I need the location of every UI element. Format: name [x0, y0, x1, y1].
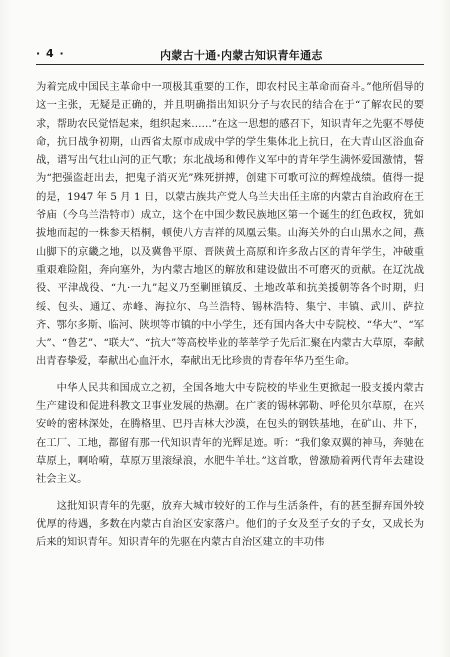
page-number: · 4 ·	[36, 47, 65, 60]
body-text	[36, 78, 424, 551]
page-header	[36, 46, 424, 66]
paragraph-3: 这批知识青年的先驱，放弃大城市较好的工作与生活条件，有的甚至摒弃国外较优厚的待遇，多数在内蒙古自治区安家落户。他们的子女及至子女的子女，又成长为后来的知识青年。知识青年的先驱在内蒙古自治区建立的丰功伟	[36, 499, 424, 549]
header-rule	[36, 64, 424, 65]
running-head: 内蒙古十通·内蒙古知识青年通志	[160, 49, 323, 62]
paragraph-2: 中华人民共和国成立之初，全国各地大中专院校的毕业生更掀起一股支援内蒙古生产建设和促进科教文卫事业发展的热潮。在广袤的锡林郭勒、呼伦贝尔草原，在兴安岭的密林深处，在腾格里、巴丹吉林大沙漠，在包头的钢铁基地，在矿山、井下，在工厂、工地，都留有那一代知识青年的光辉足迹。听：“我们象双翼的神马，奔驰在草原上，啊哈嗬，草原万里滚绿浪，水肥牛羊壮。”这首歌，曾激励着两代青年去建设社会主义。	[36, 381, 424, 486]
paragraph-1: 为着完成中国民主革命中一项极其重要的工作，即农村民主革命而奋斗。”他所倡导的这一主张，无疑是正确的，并且明确指出知识分子与农民的结合在于“了解农民的要求，帮助农民觉悟起来，组织起来……”在这一思想的感召下，知识青年之先驱不辱使命，抗日战争初期，山西省太原市成成中学的学生集体北上抗日，在大青山区浴血奋战，谱写出气壮山河的正气歌；东北战场和傅作义军中的青年学生满怀爱国激情，誓为“把强盗赶出去，把鬼子消灭光”殊死拼搏，创建下可歌可泣的辉煌战绩。值得一提的是，1947 年 5 月 1 日，以蒙古族共产党人乌兰夫出任主席的内蒙古自治政府在王爷庙（今乌兰浩特市）成立，这个在中国少数民族地区第一个诞生的红色政权，犹如拔地而起的一株参天梧桐，顿使八方吉祥的凤凰云集。山海关外的白山黑水之间，燕山脚下的京畿之地，以及冀鲁平原、晋陕黄土高原和许多敌占区的青年学生，冲破重重艰难险阻，奔向塞外，为内蒙古地区的解放和建设做出不可磨灭的贡献。在辽沈战役、平津战役、“九·一九”起义乃至剿匪镇反、土地改革和抗美援朝等各个时期，归绥、包头、通辽、赤峰、海拉尔、乌兰浩特、锡林浩特、集宁、丰镇、武川、萨拉齐、鄂尔多斯、临河、陕坝等市镇的中小学生，还有国内各大中专院校、“华大”、“军大”、“鲁艺”、“联大”、“抗大”等高校毕业的莘莘学子先后汇聚在内蒙古大草原，奉献出青春挚爱，奉献出心血汗水，奉献出无比珍贵的青春年华乃至生命。	[36, 81, 424, 368]
